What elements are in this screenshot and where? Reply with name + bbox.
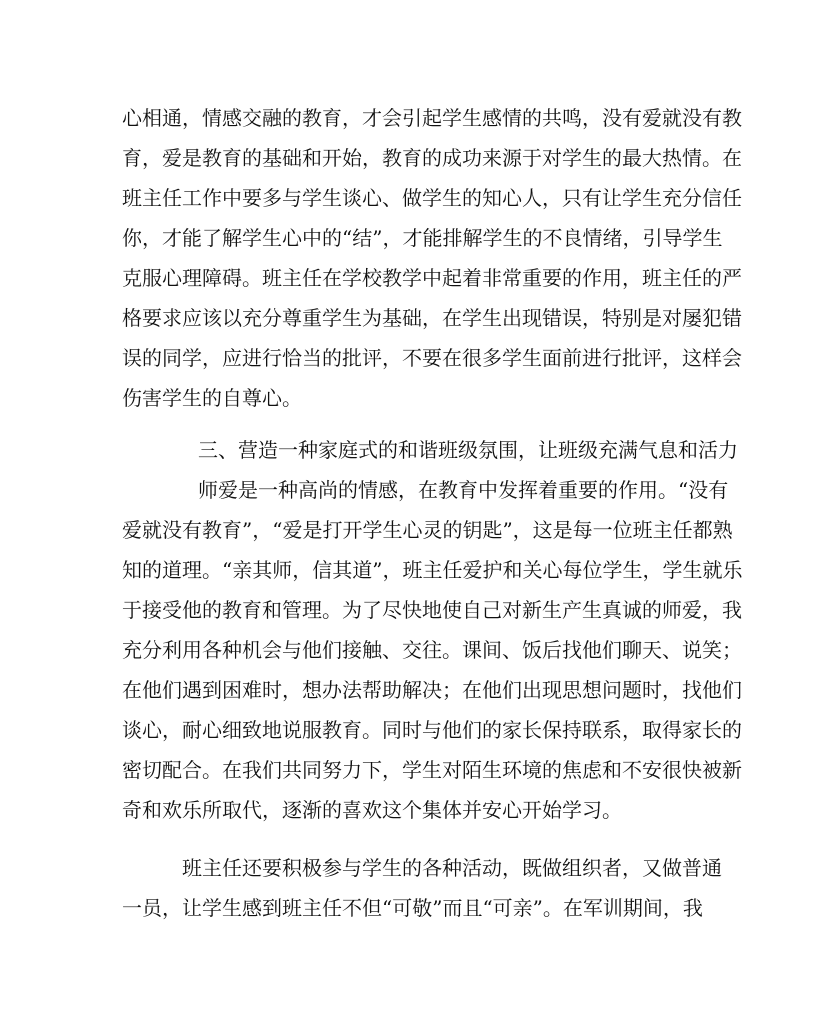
paragraph-line: 克服心理障碍。班主任在学校教学中起着非常重要的作用，班主任的严	[122, 266, 742, 290]
paragraph-line: 爱就没有教育”，“爱是打开学生心灵的钥匙”，这是每一位班主任都熟	[122, 518, 733, 542]
paragraph-line: 育，爱是教育的基础和开始，教育的成功来源于对学生的最大热情。在	[122, 146, 742, 170]
paragraph-line: 班主任工作中要多与学生谈心、做学生的知心人，只有让学生充分信任	[122, 186, 742, 210]
paragraph-line: 谈心，耐心细致地说服教育。同时与他们的家长保持联系，取得家长的	[122, 718, 742, 742]
paragraph-line: 在他们遇到困难时，想办法帮助解决；在他们出现思想问题时，找他们	[122, 678, 742, 702]
paragraph-line: 班主任还要积极参与学生的各种活动，既做组织者，又做普通	[182, 856, 722, 880]
paragraph-line: 你，才能了解学生心中的“结”，才能排解学生的不良情绪，引导学生	[122, 226, 723, 250]
paragraph-line: 伤害学生的自尊心。	[122, 386, 302, 410]
section-heading: 三、营造一种家庭式的和谐班级氛围，让班级充满气息和活力	[198, 438, 738, 462]
paragraph-line: 师爱是一种高尚的情感，在教育中发挥着重要的作用。“没有	[198, 478, 729, 502]
paragraph-line: 格要求应该以充分尊重学生为基础，在学生出现错误，特别是对屡犯错	[122, 306, 742, 330]
paragraph-line: 于接受他的教育和管理。为了尽快地使自己对新生产生真诚的师爱，我	[122, 598, 742, 622]
paragraph-line: 心相通，情感交融的教育，才会引起学生感情的共鸣，没有爱就没有教	[122, 106, 742, 130]
paragraph-line: 一员，让学生感到班主任不但“可敬”而且“可亲”。在军训期间，我	[122, 896, 703, 920]
paragraph-line: 误的同学，应进行恰当的批评，不要在很多学生面前进行批评，这样会	[122, 346, 742, 370]
paragraph-line: 密切配合。在我们共同努力下，学生对陌生环境的焦虑和不安很快被新	[122, 758, 742, 782]
paragraph-line: 充分利用各种机会与他们接触、交往。课间、饭后找他们聊天、说笑；	[122, 638, 742, 662]
paragraph-line: 知的道理。“亲其师，信其道”，班主任爱护和关心每位学生，学生就乐	[122, 558, 743, 582]
paragraph-line: 奇和欢乐所取代，逐渐的喜欢这个集体并安心开始学习。	[122, 798, 622, 822]
